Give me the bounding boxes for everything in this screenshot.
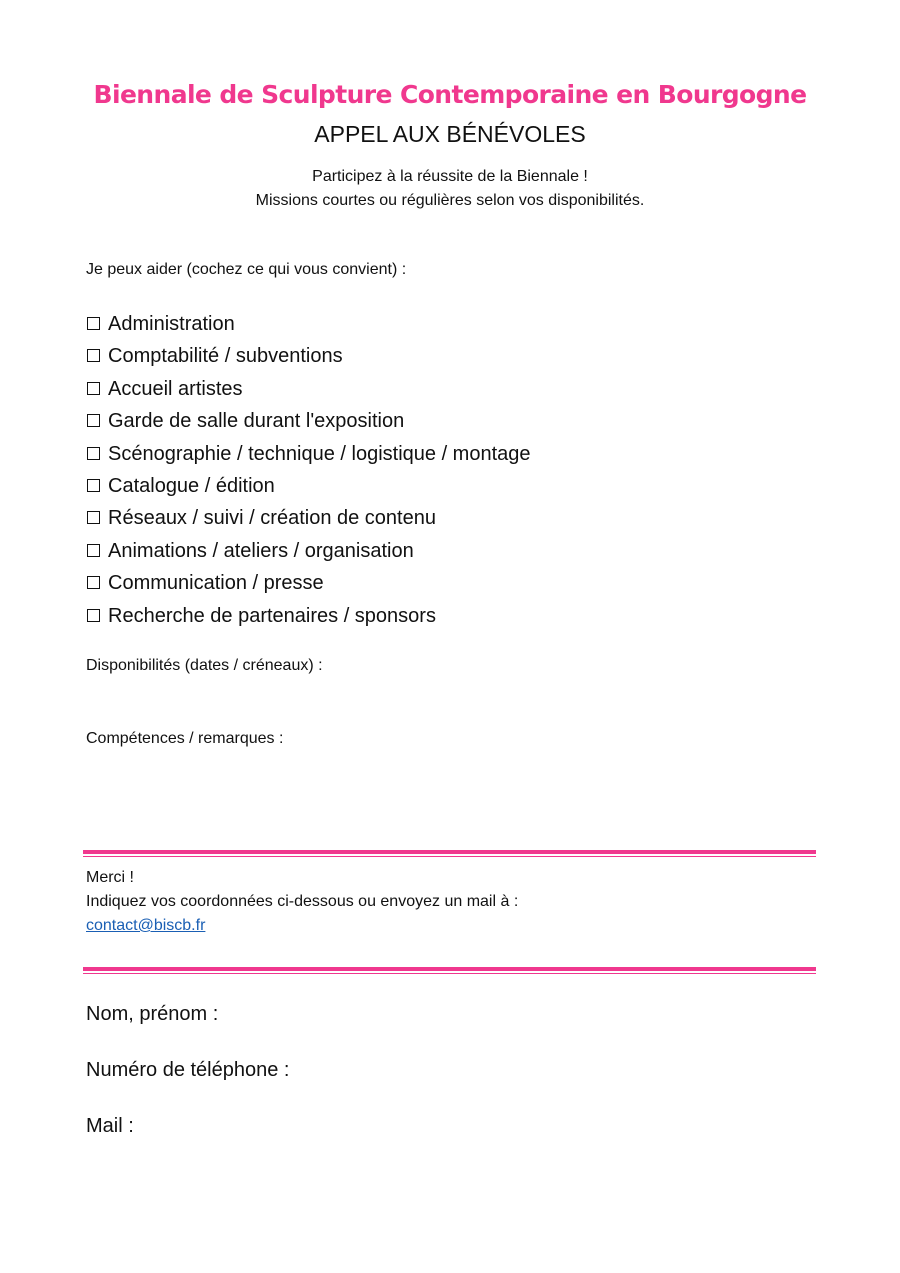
checkbox[interactable] xyxy=(87,479,100,492)
checkbox[interactable] xyxy=(87,511,100,524)
checkbox[interactable] xyxy=(87,349,100,362)
phone-label: Numéro de téléphone : xyxy=(86,1059,290,1081)
help-options-list xyxy=(86,311,531,635)
option-label: Garde de salle durant l'exposition xyxy=(108,410,405,433)
option-label: Réseaux / suivi / création de contenu xyxy=(108,507,436,530)
option-label: Animations / ateliers / organisation xyxy=(108,539,414,562)
availability-label: Disponibilités (dates / créneaux) : xyxy=(86,657,323,674)
checkbox[interactable] xyxy=(87,447,100,460)
checkbox[interactable] xyxy=(87,317,100,330)
option-partenaires[interactable] xyxy=(86,603,531,635)
name-label: Nom, prénom : xyxy=(86,1003,219,1025)
divider-top xyxy=(83,850,816,857)
page-subtitle: APPEL AUX BÉNÉVOLES xyxy=(314,121,586,147)
skills-label: Compétences / remarques : xyxy=(86,730,284,747)
option-garde-de-salle[interactable] xyxy=(86,408,531,440)
option-label: Accueil artistes xyxy=(108,377,243,400)
option-comptabilite[interactable] xyxy=(86,343,531,375)
option-accueil-artistes[interactable] xyxy=(86,376,531,408)
option-label: Comptabilité / subventions xyxy=(108,345,343,368)
checkbox[interactable] xyxy=(87,382,100,395)
thanks-text: Merci ! xyxy=(86,869,134,886)
option-label: Administration xyxy=(108,313,235,335)
option-reseaux[interactable] xyxy=(86,505,531,537)
option-label: Scénographie / technique / logistique / montage xyxy=(108,442,531,465)
page-title: Biennale de Sculpture Contemporaine en Bourgogne xyxy=(93,80,807,109)
checkbox[interactable] xyxy=(87,609,100,622)
option-scenographie[interactable] xyxy=(86,441,531,473)
divider-bottom xyxy=(83,967,816,974)
mail-label: Mail : xyxy=(86,1115,134,1137)
option-label: Communication / presse xyxy=(108,572,324,595)
option-label: Recherche de partenaires / sponsors xyxy=(108,604,436,627)
instructions-text: Indiquez vos coordonnées ci-dessous ou envoyez un mail à : xyxy=(86,893,519,910)
intro-text xyxy=(0,165,900,213)
checkbox[interactable] xyxy=(87,544,100,557)
option-animations[interactable] xyxy=(86,538,531,570)
option-communication[interactable] xyxy=(86,570,531,602)
contact-email-link[interactable]: contact@biscb.fr xyxy=(86,917,206,934)
thanks-section xyxy=(86,866,518,938)
option-label: Catalogue / édition xyxy=(108,474,275,497)
checkbox[interactable] xyxy=(87,576,100,589)
help-prompt: Je peux aider (cochez ce qui vous convient) : xyxy=(86,261,407,278)
option-catalogue[interactable] xyxy=(86,473,531,505)
option-administration[interactable] xyxy=(86,311,531,343)
checkbox[interactable] xyxy=(87,414,100,427)
intro-line-2: Missions courtes ou régulières selon vos disponibilités. xyxy=(255,192,645,209)
intro-line-1: Participez à la réussite de la Biennale ! xyxy=(312,168,588,185)
